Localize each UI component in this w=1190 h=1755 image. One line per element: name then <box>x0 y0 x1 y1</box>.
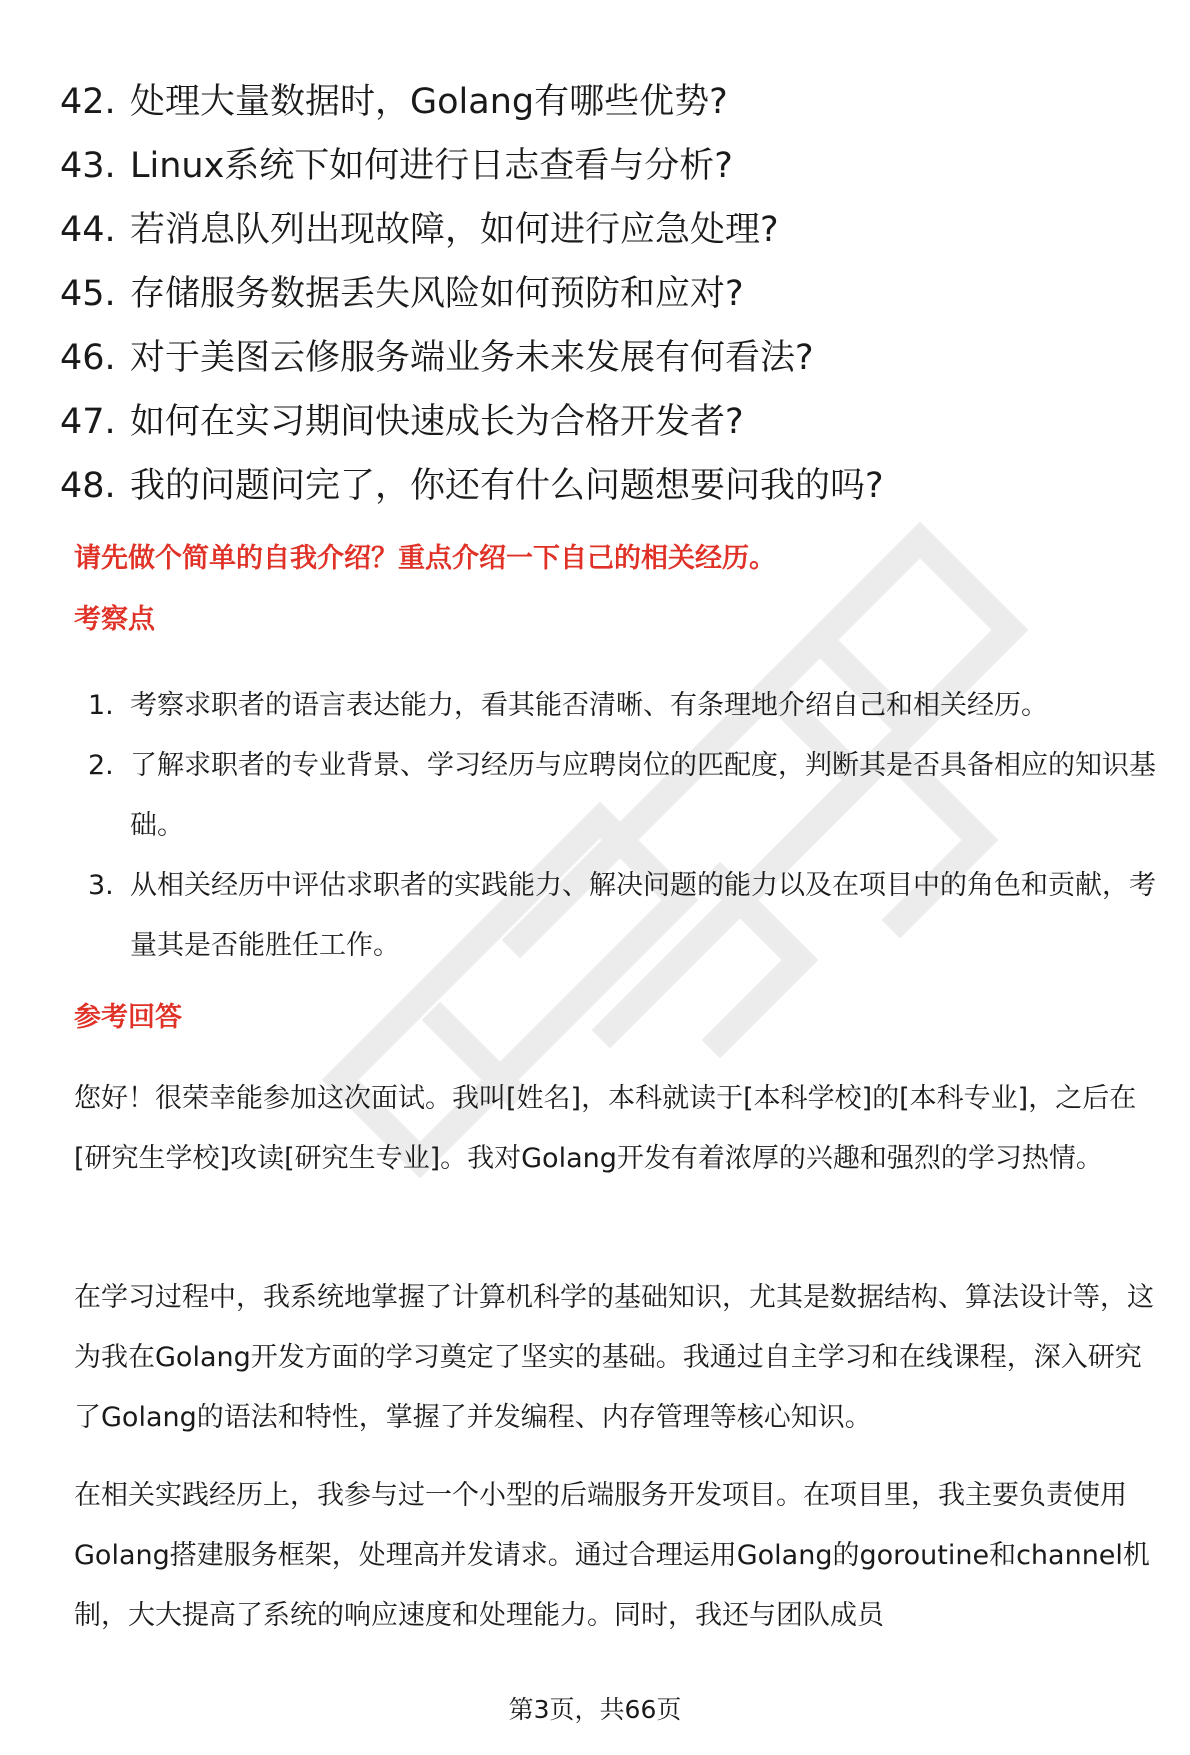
list-item <box>60 198 1140 262</box>
answer-paragraph: 您好！很荣幸能参加这次面试。我叫[姓名]，本科就读于[本科学校]的[本科专业]，之后在[研究生学校]攻读[研究生专业]。我对Golang开发有着浓厚的兴趣和强烈的学习热情。 <box>74 1083 1137 1174</box>
list-item <box>60 326 1140 390</box>
list-item <box>60 70 1140 134</box>
exam-points-list <box>88 676 1168 976</box>
point-text: 了解求职者的专业背景、学习经历与应聘岗位的匹配度，判断其是否具备相应的知识基础。 <box>130 750 1156 841</box>
question-text: Linux系统下如何进行日志查看与分析? <box>130 146 733 186</box>
list-item <box>60 134 1140 198</box>
point-number: 1. <box>88 690 114 721</box>
question-text: 我的问题问完了，你还有什么问题想要问我的吗? <box>130 466 884 506</box>
point-text: 考察求职者的语言表达能力，看其能否清晰、有条理地介绍自己和相关经历。 <box>130 690 1048 721</box>
page-footer <box>0 1693 1190 1727</box>
question-text: 处理大量数据时，Golang有哪些优势? <box>130 82 728 122</box>
question-number: 43. <box>60 146 116 186</box>
question-number: 47. <box>60 402 116 442</box>
main-question-heading: 请先做个简单的自我介绍？重点介绍一下自己的相关经历。 <box>74 543 776 574</box>
list-item <box>60 454 1140 518</box>
question-number: 48. <box>60 466 116 506</box>
question-text: 如何在实习期间快速成长为合格开发者? <box>130 402 744 442</box>
question-list <box>60 70 1140 518</box>
list-item <box>60 262 1140 326</box>
point-text: 从相关经历中评估求职者的实践能力、解决问题的能力以及在项目中的角色和贡献，考量其是否能胜任工作。 <box>130 870 1156 961</box>
page-number: 第3页，共66页 <box>508 1695 682 1724</box>
question-number: 45. <box>60 274 116 314</box>
list-item <box>88 676 1168 736</box>
question-text: 存储服务数据丢失风险如何预防和应对? <box>130 274 744 314</box>
reference-answer-heading: 参考回答 <box>74 1002 182 1033</box>
question-number: 42. <box>60 82 116 122</box>
list-item <box>60 390 1140 454</box>
question-text: 对于美图云修服务端业务未来发展有何看法? <box>130 338 814 378</box>
list-item <box>88 736 1168 856</box>
question-number: 44. <box>60 210 116 250</box>
point-number: 2. <box>88 750 114 781</box>
answer-paragraph: 在学习过程中，我系统地掌握了计算机科学的基础知识，尤其是数据结构、算法设计等，这为我在Golang开发方面的学习奠定了坚实的基础。我通过自主学习和在线课程，深入研究了Golang的语法和特性，掌握了并发编程、内存管理等核心知识。 <box>74 1282 1154 1433</box>
list-item <box>88 856 1168 976</box>
question-text: 若消息队列出现故障，如何进行应急处理? <box>130 210 779 250</box>
exam-points-heading: 考察点 <box>74 604 155 635</box>
point-number: 3. <box>88 870 114 901</box>
question-number: 46. <box>60 338 116 378</box>
answer-paragraph: 在相关实践经历上，我参与过一个小型的后端服务开发项目。在项目里，我主要负责使用Golang搭建服务框架，处理高并发请求。通过合理运用Golang的goroutine和channel机制，大大提高了系统的响应速度和处理能力。同时，我还与团队成员 <box>74 1480 1150 1631</box>
